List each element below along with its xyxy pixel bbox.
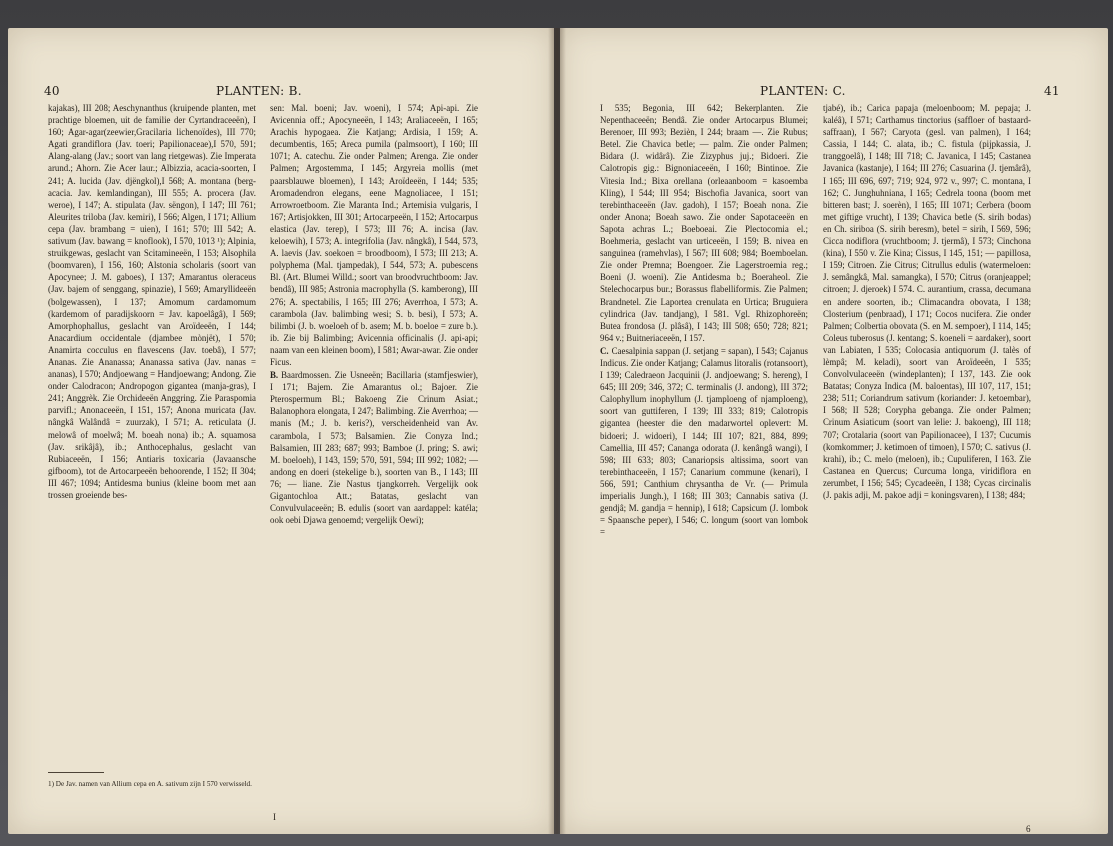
left-running-title: PLANTEN: B. <box>216 84 302 98</box>
right-signature-mark: 6 <box>1026 824 1031 834</box>
left-page <box>8 28 554 834</box>
left-column-2 <box>270 102 478 526</box>
right-page <box>560 28 1108 834</box>
left-column-1-text: kajakas), III 208; Aeschynanthus (kruipende planten, met prachtige bloemen, uit de familie der Cyrtandraceeën), I 160; Agar-agar(zeewier,Gracilaria lichenoïdes), III 770; Agati grandiflora (Jav. toeri; Papilionaceae),I 570, 591; Alang-alang (Jav.; soort van lang rietgewas). Zie Imperata arund.; Ahorn. Zie Acer laur.; Albizzia, acacia-soorten, I 241; A. lucida (Jav. djëngkol),I 568; A. montana (berg-acacia. Jav. kemlandingan), III 555; A. procera (Jav. weroe), I 147; A. stipulata (Jav. sëngon), I 147; III 761; Aleurites triloba (Jav. kemiri), I 566; Algen, I 171; Allium cepa (Jav. brambang = uien), I 161; 570; III 542; A. sativum (Jav. bawang = knoflook), I 570, 1013 ¹); Alpinia, struikgewas, geslacht van Scitamineeën, I 153; Alsophila (boomvaren), I 156, 160; Alstonia scholaris (soort van Apocynee; J. M. gaboes), I 137; Amarantus oleraceus (Jav. bajem of senggang, spinazie), I 569; Amaryllideeën (bolgewassen), I 137; Amomum cardamomum (kardemom of paradijskoorn = Jav. kapoelâgâ), I 569; Amorphophallus, geslacht van Aroïdeeën, I 144; Anacardium occidentale (djambee mònjët), I 570; Anamirta cocculus en flavescens (Jav. toebâ), I 577; Ananas. Zie Ananassa; Ananassa sativa (Jav. nanas = ananas), I 570; Andjoewang = Handjoewang; Andong. Zie onder Calodracon; Andropogon gigantea (manja-gras), I 241; Anggrèk. Zie Orchideeën Anggring. Zie Paraspomia parvifl.; Anonaceeën, I 151, 157; Anona muricata (Jav. nângkâ Walândâ = zuurzak), I 571; A. reticulata (J. melowâ of moelwâ; M. boeah nona) ib.; A. squamosa (Jav. srikâjâ), ib.; Anthocephalus, geslacht van Rubiaceeën, I 156; Antiaris toxicaria (Javaansche gifboom), tot de Artocarpeeën behoorende, I 152; II 304; III 467; 1094; Antidesma bunius (kleine boom met aan trossen groeiende bes- <box>48 103 256 500</box>
left-signature-mark: I <box>273 812 276 822</box>
right-column-2 <box>823 102 1031 501</box>
left-column-1 <box>48 102 256 760</box>
left-footnote: 1) De Jav. namen van Allium cepa en A. sativum zijn I 570 verwisseld. <box>48 780 252 788</box>
category-letter-b: B. <box>270 370 279 381</box>
left-page-number: 40 <box>44 84 60 98</box>
right-page-number: 41 <box>1044 84 1060 98</box>
left-column-2-b-text: Baardmossen. Zie Usneeën; Bacillaria (stamfjeswier), I 171; Bajem. Zie Amarantus ol.; Bajoer. Zie Pterospermum Bl.; Bakoeng Zie Crinum Asiat.; Balanophora elongata, I 247; Balimbing. Zie Averrhoa; — manis (M.; J. b. keris?), verscheidenheid van Av. carambola, I 573; Balsamien. Zie Conyza Ind.; Balsamien, III 283; 687; 993; Bamboe (J. pring; S. awi; M. boeloeh), I 143, 159; 570, 591, 594; III 992; 1082; — andong en doeri (stekelige b.), soorten van B., I 143; III 76; — liane. Zie Nastus tjangkorreh. Vergelijk ook Gigantochloa Att.; Batatas, geslacht van Convulvulaceeën; B. edulis (soort van aardappel: katéla; ook oebi Djawa genoemd; vergelijk Oewi); <box>270 370 478 526</box>
right-column-1 <box>600 102 808 538</box>
right-running-title: PLANTEN: C. <box>760 84 846 98</box>
right-column-2-text: tjabé), ib.; Carica papaja (meloenboom; M. pepaja; J. kaléâ), I 571; Carthamus tinctorius (saffloer of bastaard-saffraan), I 567; Caryota (gesl. van palmen), I 164; Cassia, I 144; C. alata, ib.; C. fistula (pijpkassia, J. tranggoelâ), I 148; III 718; C. Javanica, I 145; Castanea Javanica (kastanje), I 164; III 276; Casuarina (J. tjemârâ), I 165; III 696, 697; 719; 924, 972 v., 997; C. montana, I 162; C. Junghuhniana, I 165; Cedrela toona (boom met bitteren bast; J. soerèn), I 165; III 1071; Cerbera (boom met giftige vrucht), I 139; Chavica betle (S. sirih bodas) en Ch. siriboa (S. sirih beresm), betel = sirih, I 569, 596; Cicca nodiflora (vruchtboom; J. tjermâ), I 573; Cinchona (kina), I 550 v. Zie Kina; Cissus, I 145, 151; — papillosa, I 159; Citroen. Zie Citrus; Citrullus edulis (watermeloen: J. semângkâ, Mal. samangka), I 570; Citrus (oranjeappel; citroen; J. djeroek) I 574. C. aurantium, crassa, decumana en andere soorten, ib.; Climacandra obovata, I 138; Closterium (penbraad), I 171; Cocos nucifera. Zie onder Palmen; Colbertia obovata (S. en M. sempoer), I 114, 145; Coleus tuberosus (J. kentang; S. koeneli = aardaker), soort van Labiaten, I 535; Colocasia antiquorum (J. talès of lèmpâ; M. keladi), soort van Aroïdeeën, I 535; Convolvulaceeën (windeplanten); I 137, 143. Zie ook Batatas; Conyza Indica (M. baloentas), III 107, 117, 151; 238; 511; Coriandrum sativum (koriander: J. ketoembar), I 568; II 528; Corypha gebanga. Zie onder Palmen; Crinum Asiaticum (soort van lelie: J. bakoeng), III 118; 707; Crotalaria (soort van Papilionacee), I 137; Cucumis (komkommer; J. ketimoen of timoen), I 570; C. sativus (J. krahi), ib.; C. melo (meloen), ib.; Cupuliferen, I 163. Zie Castanea en Quercus; Curcuma longa, viridiflora en zerumbet, I 156; 545; Cycadeeën, I 138; Cycas circinalis (J. pakis adji, M. pakoe adji = koningsvaren), I 138; 484; <box>823 103 1031 500</box>
right-column-1-text: I 535; Begonia, III 642; Bekerplanten. Zie Nepenthaceeën; Bendâ. Zie onder Artocarpus Blumei; Berenoer, III 993; Bezièn, I 244; braam —. Zie Rubus; Betel. Zie Chavica betle; — palm. Zie onder Palmen; Bidara (J. widârâ). Zie Zizyphus juj.; Bidoeri. Zie Calotropis gig.: Bignoniaceeën, I 160; Bintinoe. Zie Vitesia Ind.; Bixa orellana (orleaanboom = kasoemba Kling), I 544; III 954; Bischofia Javanica, soort van terebinthaceeën (Jav. gadoh), I 157; Boeah nona. Zie onder Anona; Boeah sawo. Zie onder Sapotaceeën en Sapota achras L.; Boeboeai. Zie Plectocomia el.; Boehmeria, geslacht van urticeeën, I 159; B. nivea en sanguinea (ramehvlas), I 567; III 608; 984; Boemboelan. Zie onder Premna; Boengoer. Zie Lagerstroemia reg.; Boeni (J. woeni). Zie Antidesma b.; Boeraheol. Zie Stelechocarpus bur.; Borassus flabelliformis. Zie Palmen; Brandnetel. Zie Laportea crenulata en Urtica; Bruguiera cylindrica (Jav. tandjang), I 581. Vgl. Rhizophoreën; Butea frondosa (J. plâsâ), I 143; III 508; 650; 728; 821; 964 v.; Buitneriaceeën, I 157. <box>600 103 808 343</box>
category-letter-c: C. <box>600 345 609 356</box>
left-column-2-text: sen: Mal. boeni; Jav. woeni), I 574; Api-api. Zie Avicennia off.; Apocyneeën, I 143; Araliaceeën, I 165; Arachis hypogaea. Zie Katjang; Ardisia, I 159; A. decumbentis, 165; Areca pumila (palmsoort), I 160; III 1071; A. catechu. Zie onder Palmen; Arenga. Zie onder Palmen; Argostemma, I 145; Argyreia mollis (met paarsblauwe bloemen), I 143; Aroïdeeën, I 144; 535; Aromadendron elegans, eene Magnoliacee, I 151; Arrowroetboom. Zie Maranta Ind.; Artemisia vulgaris, I 167; Artisjokken, III 301; Artocarpeeën, I 152; Artocarpus elastica (Jav. terep), I 573; III 76; A. incisa (Jav. keloewih), I 573; A. integrifolia (Jav. nângkâ), I 544, 573, A. laevis (Jav. soekoen = broodboom), I 573; III 213; A. polyphema (Mal. tjampedak), I 544, 573; A. pubescens Bl. (Art. Blumei Willd.; soort van broodvruchtboom: Jav. bendâ), III 985; Astronia macrophylla (S. kamberong), III 276; A. spectabilis, I 165; III 276; Averrhoa, I 573; A. carambola (Jav. balimbing wesi; S. b. besi), I 573; A. bilimbi (J. b. woeloeh of b. asem; M. b. boeloe = zure b.). ib. Zie bij Balimbing; Avicennia officinalis (J. api-api; naam van een kleinen boom), I 581; Awar-awar. Zie onder Ficus. <box>270 103 478 367</box>
book-gutter <box>548 28 566 834</box>
right-column-1-c-entries <box>600 345 808 539</box>
right-column-1-b-text: Caesalpinia sappan (J. setjang = sapan), I 543; Cajanus Indicus. Zie onder Katjang; Calamus litoralis (rotansoort), I 139; Caledraeon Jacquinii (J. andjoewang; S. hereng), I 645; III 209; 346, 372; C. terminalis (J. andong), III 372; Calophyllum inophyllum (J. tjamploeng of njamploeng), soort van guttiferen, I 139; III 333; 819; Calotropis gigantea (heester die den madarwortel oplevert: M. bidoeri; J. widoeri), I 144; III 107; 821, 884, 899; Camellia, III 457; Cananga odorata (J. kenângâ wangi), I 598; III 633; 803; Canariopsis altissima, soort van terebinthaceeën, I 157; Canarium commune (kenari), I 566, 591; Canthium chrysantha de Vr. (— Primula imperialis Jungh.), I 168; III 303; Cannabis sativa (J. gendjâ; M. gandja = hennip), I 618; Capsicum (J. lombok = Spaansche peper), I 546; C. longum (soort van lombok = <box>600 345 808 538</box>
footnote-rule <box>48 772 104 773</box>
left-column-2-b-entries <box>270 369 478 526</box>
